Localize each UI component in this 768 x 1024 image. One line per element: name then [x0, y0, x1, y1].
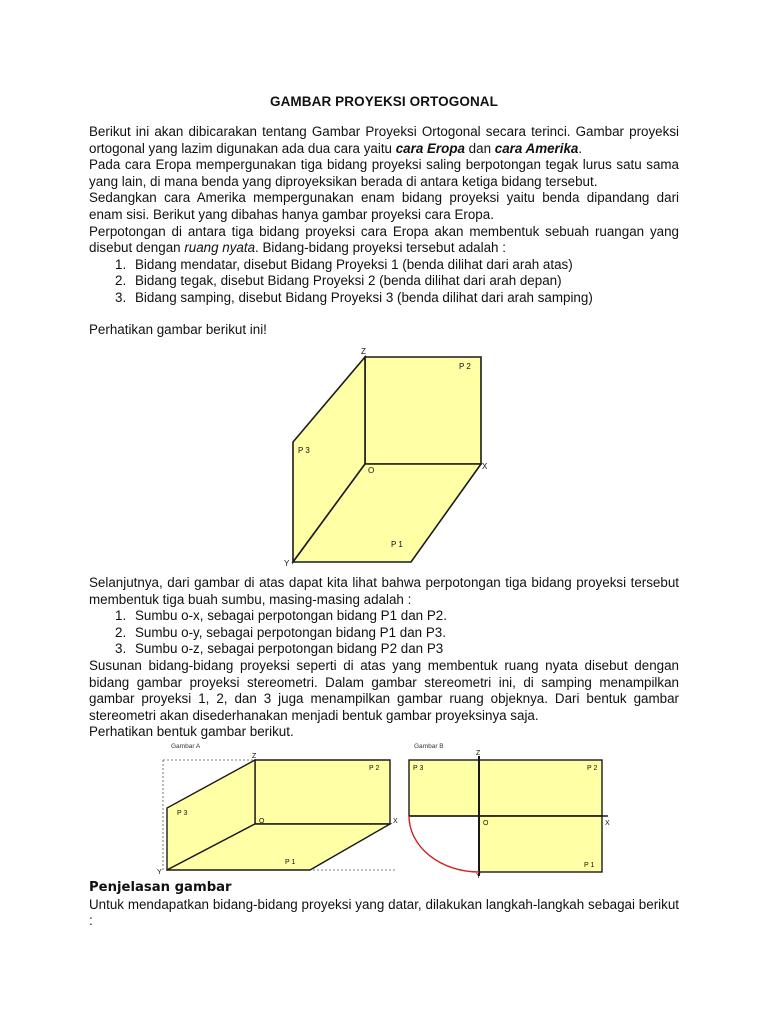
- figure-b-caption: Gambar B: [414, 743, 444, 750]
- list-item: 3. Sumbu o-z, sebagai perpotongan bidang P2 dan P3: [115, 641, 444, 657]
- rotation-arc: [409, 816, 479, 872]
- axes-section: [89, 575, 679, 741]
- label-x: X: [482, 462, 488, 471]
- figure-b-plane-p2: [479, 760, 602, 816]
- figure-a-label-y: Y: [157, 869, 162, 876]
- intro-text-end: .: [578, 140, 583, 156]
- intro-text: Berikut ini akan dibicarakan tentang Gambar Proyeksi Ortogonal secara terinci. Gambar proyeksi ortogonal yang lazim digunakan ada dua cara yaitu: [89, 124, 679, 156]
- label-z: Z: [361, 347, 366, 356]
- list-item: 2. Bidang tegak, disebut Bidang Proyeksi 2 (benda dilihat dari arah depan): [115, 273, 562, 289]
- see-figure-2-text: Perhatikan bentuk gambar berikut.: [89, 724, 294, 740]
- figure-a-caption: Gambar A: [171, 743, 201, 750]
- intro-paragraph-2: Pada cara Eropa mempergunakan tiga bidang proyeksi saling berpotongan tegak lurus satu sama yang lain, di mana benda yang diproyeksikan berada di antara ketiga bidang tersebut.: [89, 157, 679, 189]
- label-y: Y: [284, 559, 290, 568]
- label-p1: P 1: [391, 540, 403, 549]
- figure-a: [155, 738, 405, 876]
- projection-planes-figure: [283, 342, 489, 568]
- list-item: 1. Sumbu o-x, sebagai perpotongan bidang P1 dan P2.: [115, 608, 447, 624]
- intro-section: [89, 124, 679, 307]
- after-figure-paragraph: Selanjutnya, dari gambar di atas dapat kita lihat bahwa perpotongan tiga bidang proyeksi tersebut membentuk tiga buah sumbu, masing-masing adalah :: [89, 575, 679, 607]
- figure-b-label-p1: P 1: [584, 862, 595, 869]
- label-p3: P 3: [298, 446, 310, 455]
- figure-b-label-o: O: [483, 820, 489, 827]
- ruang-nyata-term: ruang nyata: [184, 240, 256, 256]
- figure-a-label-x: X: [393, 818, 398, 825]
- figure-a-label-p1: P 1: [285, 859, 296, 866]
- label-p2: P 2: [459, 362, 471, 371]
- explanation-paragraph: Untuk mendapatkan bidang-bidang proyeksi yang datar, dilakukan langkah-langkah sebagai berikut :: [89, 896, 679, 929]
- figure-b-label-x: X: [605, 820, 610, 827]
- figure-b-label-y: Y: [476, 873, 481, 878]
- see-figure-line: [89, 322, 679, 339]
- intro-paragraph-3: Sedangkan cara Amerika mempergunakan enam bidang proyeksi yaitu benda dipandang dari enam sisi. Berikut yang dibahas hanya gambar proyeksi cara Eropa.: [89, 190, 679, 222]
- intro-paragraph-4: [89, 224, 679, 257]
- see-figure-text: Perhatikan gambar berikut ini!: [89, 322, 267, 337]
- intro-text-4a: Perpotongan di antara tiga bidang proyeksi cara Eropa akan membentuk sebuah ruangan yang disebut dengan: [89, 223, 679, 256]
- figure-a-label-z: Z: [252, 753, 257, 760]
- figure-b-label-z: Z: [476, 750, 481, 757]
- list-item: 3. Bidang samping, disebut Bidang Proyeksi 3 (benda dilihat dari arah samping): [115, 289, 593, 305]
- figure-a-label-o: O: [259, 818, 265, 825]
- intro-text-4b: . Bidang-bidang proyeksi tersebut adalah :: [255, 240, 506, 256]
- axes-list: [89, 608, 679, 658]
- page-title: GAMBAR PROYEKSI ORTOGONAL: [269, 94, 498, 109]
- list-item: 1. Bidang mendatar, disebut Bidang Proyeksi 1 (benda dilihat dari arah atas): [115, 256, 573, 272]
- stereometry-paragraph: Susunan bidang-bidang proyeksi seperti di atas yang membentuk ruang nyata disebut dengan bidang gambar proyeksi stereometri. Dalam gambar stereometri ini, di samping menampilkan gambar proyeksi 1, 2, dan 3 juga menampilkan gambar ruang objeknya. Dari bentuk gambar stereometri akan disederhanakan menjadi bentuk gambar proyeksinya saja.: [89, 657, 679, 723]
- label-o: O: [368, 466, 375, 475]
- planes-list: [89, 257, 679, 307]
- intro-paragraph-1: [89, 124, 679, 157]
- list-item: 2. Sumbu o-y, sebagai perpotongan bidang P1 dan P3.: [115, 624, 446, 640]
- intro-text-dan: dan: [464, 140, 495, 156]
- plane-p2: [365, 357, 481, 464]
- explanation-section: [89, 880, 679, 930]
- figure-a-label-p2: P 2: [369, 765, 380, 772]
- figure-b: [404, 738, 614, 878]
- figure-a-label-p3: P 3: [177, 810, 188, 817]
- cara-eropa-term: cara Eropa: [395, 140, 465, 156]
- cara-amerika-term: cara Amerika: [494, 140, 579, 156]
- explanation-heading: Penjelasan gambar: [89, 880, 232, 895]
- figure-b-label-p2: P 2: [587, 765, 598, 772]
- figure-b-label-p3: P 3: [413, 765, 424, 772]
